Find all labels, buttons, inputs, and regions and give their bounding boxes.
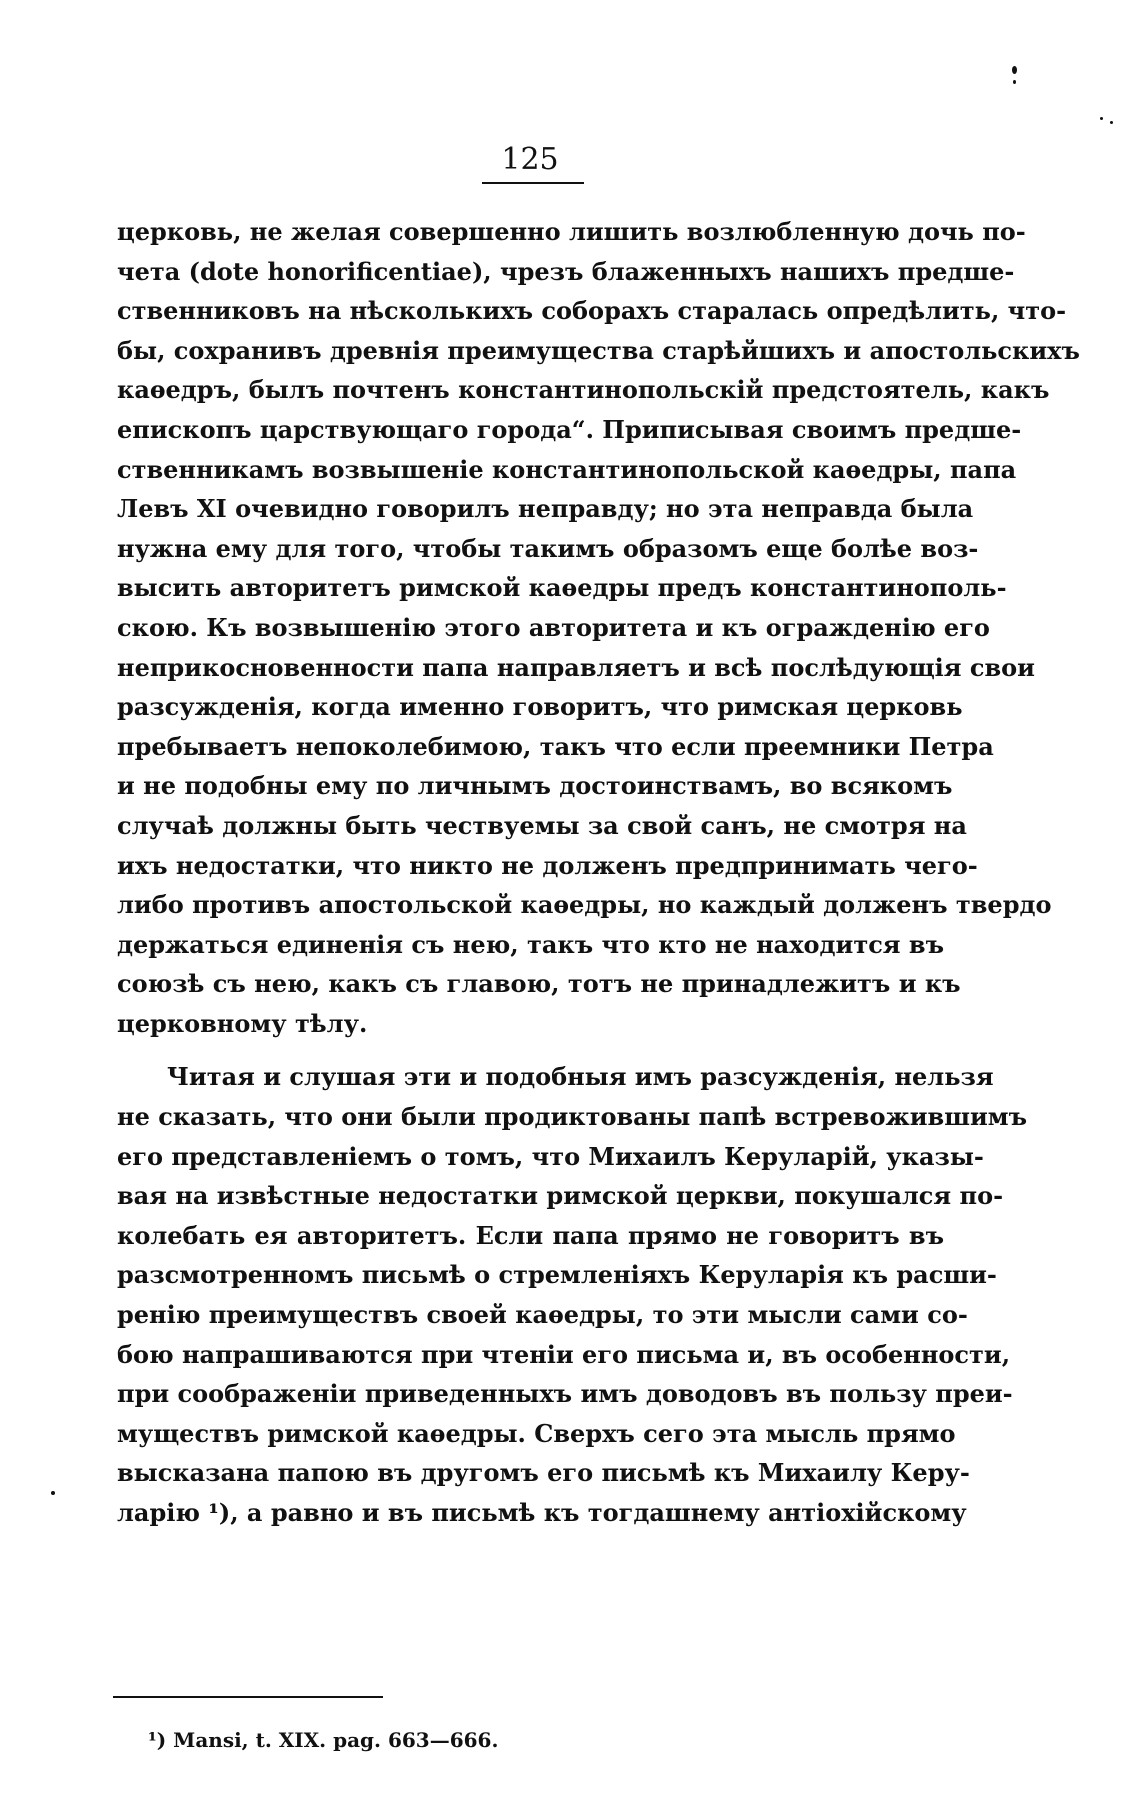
text-line: ларію ¹), а равно и въ письмѣ къ тогдашнему антіохійскому <box>117 1498 967 1527</box>
page-number-rule <box>482 182 584 184</box>
text-line: епископъ царствующаго города“. Приписывая своимъ предше- <box>117 414 1022 444</box>
footnote: ¹) Mansi, t. XIX. pag. 663—666. <box>148 1728 499 1752</box>
text-line: разсмотренномъ письмѣ о стремленіяхъ Керуларія къ расши- <box>117 1260 997 1290</box>
scan-speck <box>51 1491 55 1495</box>
text-line: держаться единенія съ нею, такъ что кто не находится въ <box>117 929 944 959</box>
text-line: чета (dote honorificentiae), чрезъ блаженныхъ нашихъ предше- <box>117 256 1015 286</box>
scan-speck <box>1110 121 1113 124</box>
text-line: каѳедръ, былъ почтенъ константинопольскій предстоятель, какъ <box>117 375 1050 405</box>
text-line: его представленіемъ о томъ, что Михаилъ Керуларій, указы- <box>117 1141 984 1171</box>
text-line: высить авторитетъ римской каѳедры предъ константинополь- <box>117 573 1007 603</box>
scan-speck <box>1012 66 1017 74</box>
text-line: скою. Къ возвышенію этого авторитета и къ огражденію его <box>117 612 990 642</box>
scan-speck <box>1013 80 1016 84</box>
paragraph-end-line: церковному тѣлу. <box>117 1008 368 1038</box>
text-line: нужна ему для того, чтобы такимъ образомъ еще болѣе воз- <box>117 533 979 563</box>
text-line: при соображеніи приведенныхъ имъ доводовъ въ пользу преи- <box>117 1379 1013 1409</box>
text-line: и не подобны ему по личнымъ достоинствамъ, во всякомъ <box>117 771 953 801</box>
text-line: ственниковъ на нѣсколькихъ соборахъ старалась опредѣлить, что- <box>117 296 1067 326</box>
text-line: не сказать, что они были продиктованы папѣ встревожившимъ <box>117 1102 1028 1132</box>
scan-speck <box>1100 117 1103 120</box>
paragraph-start-line: Читая и слушая эти и подобныя имъ разсужденія, нельзя <box>167 1062 994 1092</box>
text-line: ственникамъ возвышеніе константинопольской каѳедры, папа <box>117 454 1017 484</box>
text-line: бою напрашиваются при чтеніи его письма и, въ особенности, <box>117 1339 1011 1369</box>
text-line: колебать ея авторитетъ. Если папа прямо не говоритъ въ <box>117 1220 944 1250</box>
text-line: либо противъ апостольской каѳедры, но каждый долженъ твердо <box>117 890 1052 920</box>
text-line: союзѣ съ нею, какъ съ главою, тотъ не принадлежитъ и къ <box>117 969 961 999</box>
text-line: случаѣ должны быть чествуемы за свой санъ, не смотря на <box>117 810 967 840</box>
footnote-rule <box>113 1696 383 1698</box>
text-line: Левъ XI очевидно говорилъ неправду; но эта неправда была <box>117 494 974 524</box>
text-line: пребываетъ непоколебимою, такъ что если преемники Петра <box>117 731 994 761</box>
text-line: вая на извѣстные недостатки римской церкви, покушался по- <box>117 1181 1004 1211</box>
text-line: церковь, не желая совершенно лишить возлюбленную дочь по- <box>117 217 1026 246</box>
text-line: муществъ римской каѳедры. Сверхъ сего эта мысль прямо <box>117 1418 956 1448</box>
text-line: разсужденія, когда именно говоритъ, что римская церковь <box>117 692 963 722</box>
page-number: 125 <box>501 142 559 177</box>
text-line: высказана папою въ другомъ его письмѣ къ Михаилу Керу- <box>117 1458 970 1488</box>
text-line: неприкосновенности папа направляетъ и всѣ послѣдующія свои <box>117 652 1035 682</box>
text-line: ихъ недостатки, что никто не долженъ предпринимать чего- <box>117 850 978 880</box>
body-text <box>117 212 1080 1533</box>
text-line: ренію преимуществъ своей каѳедры, то эти мысли сами со- <box>117 1300 968 1330</box>
text-line: бы, сохранивъ древнія преимущества старѣйшихъ и апостольскихъ <box>117 335 1080 365</box>
